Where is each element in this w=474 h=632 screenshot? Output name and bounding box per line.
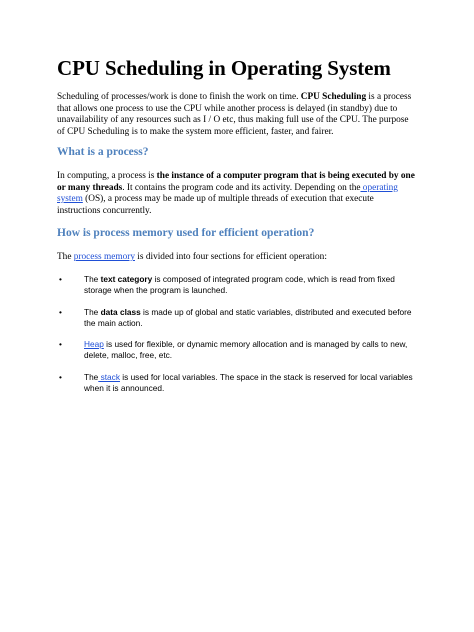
- list-item: [59, 307, 417, 329]
- list-item-text: [84, 307, 417, 329]
- list-item-term: text category: [100, 274, 153, 284]
- process-paragraph: [57, 171, 417, 217]
- list-item-description: is made up of global and static variables, distributed and executed before the main action.: [84, 307, 412, 329]
- operating-system-link[interactable]: operating system: [57, 182, 398, 205]
- list-item-description: is used for local variables. The space in the stack is reserved for local variables when it is announced.: [84, 372, 413, 394]
- list-item: [59, 274, 417, 296]
- bullet-icon: •: [59, 339, 62, 349]
- intro-bold-term: CPU Scheduling: [300, 92, 367, 102]
- intro-text-1: Scheduling of processes/work is done to finish the work on time.: [57, 92, 301, 102]
- memory-text-2: is divided into four sections for efficient operation:: [134, 252, 327, 262]
- process-text-1: In computing, a process is: [57, 171, 157, 181]
- memory-text-1: The: [57, 252, 74, 262]
- list-item: [59, 339, 417, 361]
- section-heading-memory: How is process memory used for efficient operation?: [57, 227, 315, 239]
- process-memory-link[interactable]: process memory: [73, 252, 135, 262]
- list-item-text: [84, 372, 417, 394]
- list-item-text: [84, 274, 417, 296]
- list-item-description: is composed of integrated program code, which is read from fixed storage when the program is launched.: [84, 274, 395, 296]
- list-item-prefix: The: [84, 274, 101, 284]
- stack-link[interactable]: stack: [98, 372, 120, 382]
- list-item-term: data class: [100, 307, 141, 317]
- list-item: [59, 372, 417, 394]
- list-item-prefix: The: [84, 307, 101, 317]
- list-item-text: [84, 339, 417, 361]
- bullet-icon: •: [59, 274, 62, 284]
- process-text-2: . It contains the program code and its activity. Depending on the: [122, 182, 361, 193]
- bullet-icon: •: [59, 372, 62, 382]
- section-heading-process: What is a process?: [57, 146, 149, 158]
- process-text-3: (OS), a process may be made up of multiple threads of execution that execute instructions concurrently.: [57, 194, 374, 216]
- process-bold-definition: the instance of a computer program that is being executed by one or many threads: [57, 171, 415, 193]
- bullet-icon: •: [59, 307, 62, 317]
- list-item-prefix: The: [84, 372, 99, 382]
- page-title: CPU Scheduling in Operating System: [57, 56, 391, 80]
- memory-paragraph: [57, 252, 417, 264]
- intro-paragraph: [57, 92, 417, 138]
- list-item-description: is used for flexible, or dynamic memory allocation and is managed by calls to new, delete, malloc, free, etc.: [84, 339, 408, 361]
- intro-text-2: is a process that allows one process to use the CPU while another process is delayed (in standby) due to unavailability of any resources such as I / O etc, thus making full use of the CPU. The purpose of CPU Scheduling is to make the system more efficient, faster, and fairer.: [57, 92, 412, 137]
- heap-link[interactable]: Heap: [84, 339, 104, 349]
